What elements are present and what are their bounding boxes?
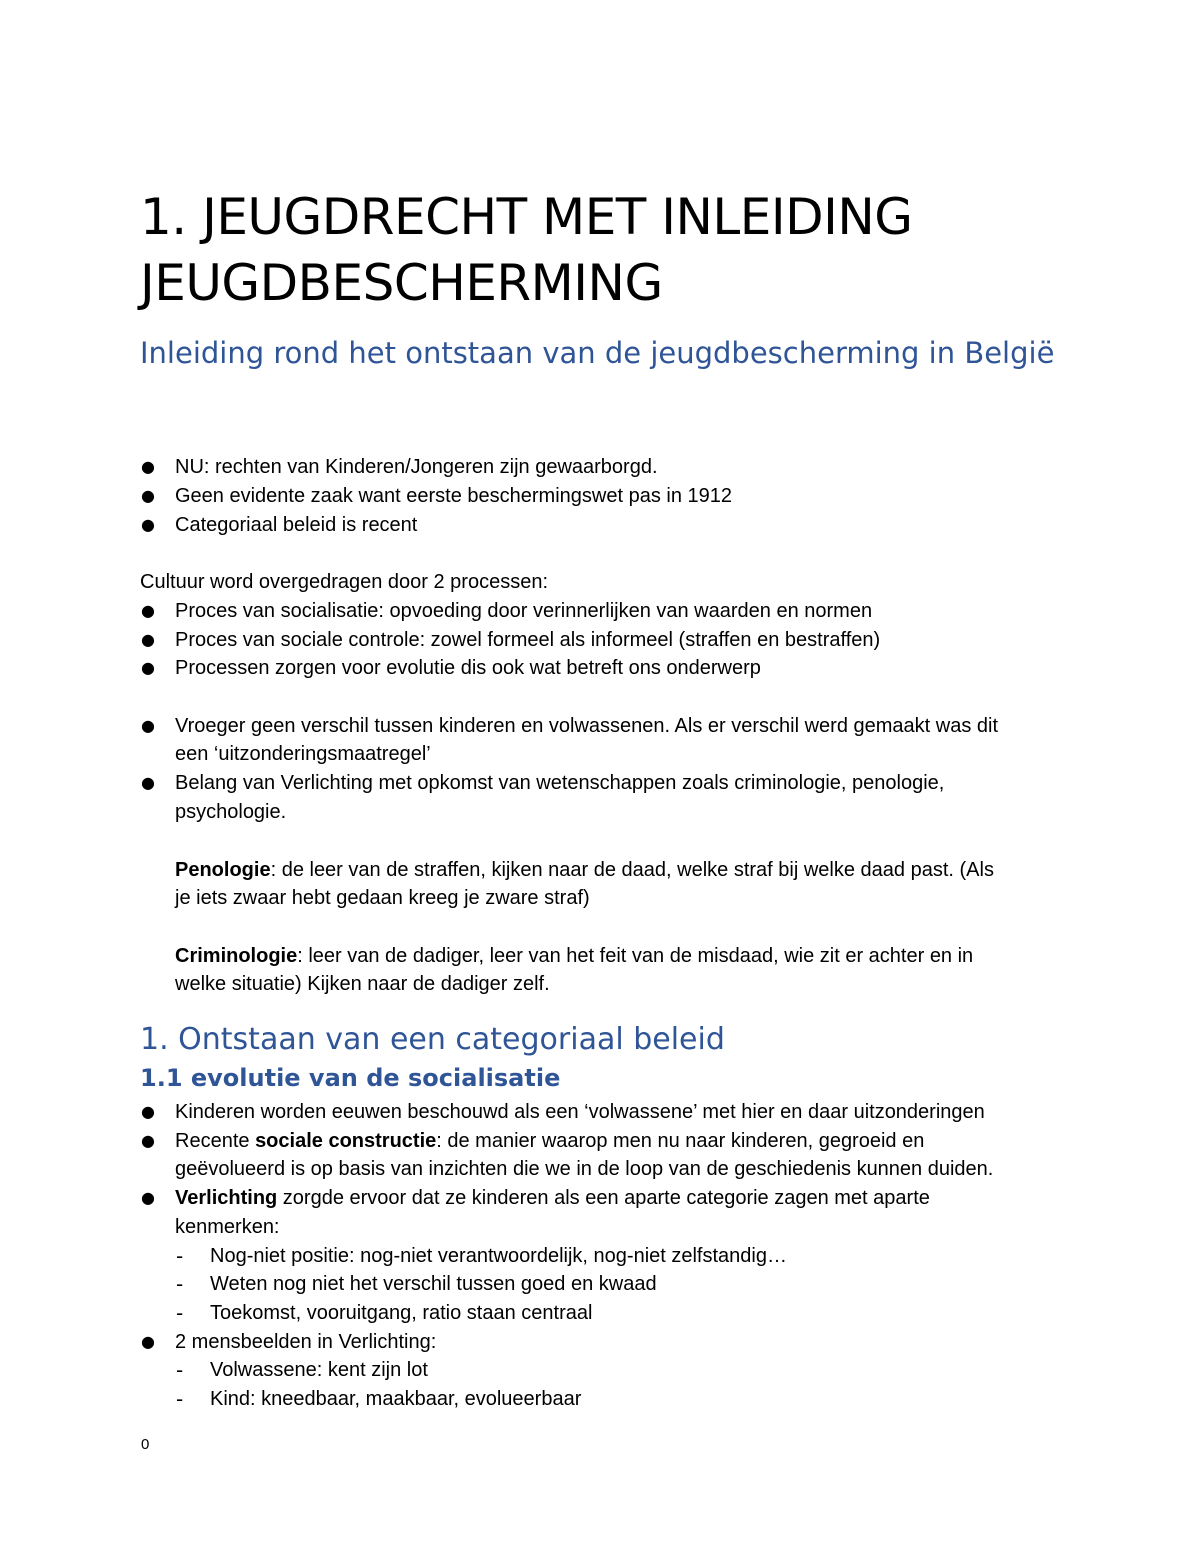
list-item-continuation: een ‘uitzonderingsmaatregel’ xyxy=(175,743,431,765)
definition-continuation: welke situatie) Kijken naar de dadiger zelf. xyxy=(175,973,550,995)
subsection-heading: 1.1 evolutie van de socialisatie xyxy=(140,1064,561,1092)
list-item: Proces van sociale controle: zowel formeel als informeel (straffen en bestraffen) xyxy=(175,629,881,651)
document-title: 1. JEUGDRECHT MET INLEIDING JEUGDBESCHERMING xyxy=(140,188,913,312)
document-subtitle: Inleiding rond het ontstaan van de jeugdbescherming in België xyxy=(140,336,1055,370)
paragraph: Cultuur word overgedragen door 2 processen: xyxy=(140,571,549,593)
list-item xyxy=(175,1184,930,1212)
section-heading: 1. Ontstaan van een categoriaal beleid xyxy=(140,1022,725,1057)
list-item: Vroeger geen verschil tussen kinderen en volwassenen. Als er verschil werd gemaakt was dit xyxy=(175,715,999,737)
list-item: 2 mensbeelden in Verlichting: xyxy=(175,1331,437,1353)
dash-marker: - xyxy=(176,1358,184,1382)
text: : de manier waarop men nu naar kinderen, gegroeid en xyxy=(436,1130,925,1152)
term-criminologie: Criminologie xyxy=(175,945,298,967)
bullet-dot: ● xyxy=(141,630,155,649)
sub-list-item: Volwassene: kent zijn lot xyxy=(210,1359,428,1381)
bullet-dot: ● xyxy=(141,716,155,735)
text: zorgde ervoor dat ze kinderen als een aparte categorie zagen met aparte xyxy=(277,1187,930,1209)
sub-list-item: Toekomst, vooruitgang, ratio staan centraal xyxy=(210,1302,593,1324)
list-item: NU: rechten van Kinderen/Jongeren zijn gewaarborgd. xyxy=(175,456,658,478)
list-item-continuation: kenmerken: xyxy=(175,1216,280,1238)
definition-continuation: je iets zwaar hebt gedaan kreeg je zware straf) xyxy=(175,887,590,909)
definition-criminologie xyxy=(175,942,973,970)
list-item: Processen zorgen voor evolutie dis ook wat betreft ons onderwerp xyxy=(175,657,761,679)
definition-text: : de leer van de straffen, kijken naar de daad, welke straf bij welke daad past. (Als xyxy=(270,859,994,881)
list-item: Categoriaal beleid is recent xyxy=(175,514,418,536)
list-item: Proces van socialisatie: opvoeding door verinnerlijken van waarden en normen xyxy=(175,600,873,622)
dash-marker: - xyxy=(176,1244,184,1268)
list-item: Belang van Verlichting met opkomst van wetenschappen zoals criminologie, penologie, xyxy=(175,772,945,794)
bullet-dot: ● xyxy=(141,457,155,476)
term-verlichting: Verlichting xyxy=(175,1187,278,1209)
bullet-dot: ● xyxy=(141,1131,155,1150)
bullet-dot: ● xyxy=(141,658,155,677)
sub-list-item: Kind: kneedbaar, maakbaar, evolueerbaar xyxy=(210,1388,582,1410)
dash-marker: - xyxy=(176,1272,184,1296)
bullet-dot: ● xyxy=(141,1188,155,1207)
text: Recente xyxy=(175,1130,256,1152)
bullet-dot: ● xyxy=(141,1102,155,1121)
term-sociale-constructie: sociale constructie xyxy=(255,1130,437,1152)
list-item: Kinderen worden eeuwen beschouwd als een ‘volwassene’ met hier en daar uitzonderingen xyxy=(175,1101,985,1123)
list-item xyxy=(175,1127,924,1155)
term-penologie: Penologie xyxy=(175,859,271,881)
bullet-dot: ● xyxy=(141,515,155,534)
list-item-continuation: psychologie. xyxy=(175,801,287,823)
bullet-dot: ● xyxy=(141,486,155,505)
list-item-continuation: geëvolueerd is op basis van inzichten die we in de loop van de geschiedenis kunnen duiden. xyxy=(175,1158,994,1180)
definition-penologie xyxy=(175,856,994,884)
dash-marker: - xyxy=(176,1387,184,1411)
dash-marker: - xyxy=(176,1301,184,1325)
definition-text: : leer van de dadiger, leer van het feit van de misdaad, wie zit er achter en in xyxy=(297,945,974,967)
page-number: 0 xyxy=(141,1436,150,1453)
list-item: Geen evidente zaak want eerste beschermingswet pas in 1912 xyxy=(175,485,733,507)
sub-list-item: Weten nog niet het verschil tussen goed en kwaad xyxy=(210,1273,657,1295)
bullet-dot: ● xyxy=(141,1332,155,1351)
bullet-dot: ● xyxy=(141,601,155,620)
sub-list-item: Nog-niet positie: nog-niet verantwoordelijk, nog-niet zelfstandig… xyxy=(210,1245,787,1267)
bullet-dot: ● xyxy=(141,773,155,792)
